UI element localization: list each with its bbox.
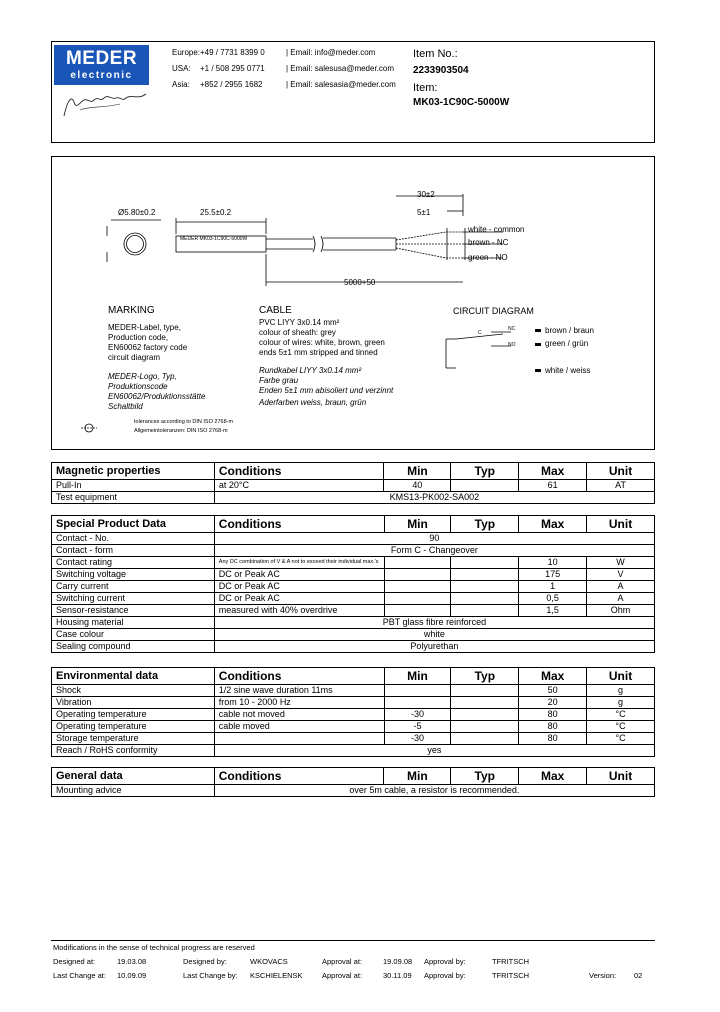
col-min: Min (384, 516, 451, 533)
row-max: 10 (519, 557, 587, 569)
section-title: General data (52, 768, 215, 785)
table-row (52, 733, 655, 745)
row-typ (451, 685, 519, 697)
row-value: white (214, 629, 654, 641)
last-change-value: 10.09.09 (117, 971, 147, 980)
row-name: Vibration (52, 697, 215, 709)
circuit-green: green / grün (545, 339, 589, 348)
row-name: Test equipment (52, 492, 215, 504)
table-row (52, 557, 655, 569)
table-row (52, 569, 655, 581)
table-row (52, 745, 655, 757)
row-name: Sealing compound (52, 641, 215, 653)
col-max: Max (519, 668, 587, 685)
row-min (384, 697, 451, 709)
wire-green-label: green - NO (468, 253, 508, 262)
dim-length: 25.5±0.2 (200, 208, 232, 217)
row-cond: cable moved (214, 721, 384, 733)
logo-line1: MEDER (65, 48, 138, 69)
row-min: -5 (384, 721, 451, 733)
row-name: Housing material (52, 617, 215, 629)
row-max: 80 (519, 721, 587, 733)
row-value: Polyurethan (214, 641, 654, 653)
row-typ (451, 593, 519, 605)
col-unit: Unit (587, 463, 655, 480)
col-unit: Unit (587, 668, 655, 685)
designed-at-value: 19.03.08 (117, 957, 147, 966)
row-unit: °C (587, 709, 655, 721)
version-value: 02 (634, 971, 643, 980)
row-name: Shock (52, 685, 215, 697)
contact-region-usa: USA: (172, 64, 191, 73)
row-max: 50 (519, 685, 587, 697)
row-cond: 1/2 sine wave duration 11ms (214, 685, 384, 697)
row-cond: cable not moved (214, 709, 384, 721)
row-cond: measured with 40% overdrive (214, 605, 384, 617)
table-row (52, 629, 655, 641)
col-min: Min (384, 463, 451, 480)
cable-line-de: Enden 5±1 mm abisoliert und verzinnt (259, 386, 394, 395)
row-typ (451, 605, 519, 617)
row-cond: Any DC combination of V & A not to exceed their individual max.'s (214, 557, 384, 569)
table-row (52, 721, 655, 733)
row-min: -30 (384, 733, 451, 745)
item-label: Item: (413, 82, 438, 94)
cable-line-de: Rundkabel LIYY 3x0.14 mm² (259, 366, 362, 375)
row-min (384, 685, 451, 697)
item-value: MK03-1C90C-5000W (413, 97, 510, 108)
row-cond (214, 733, 384, 745)
designed-by-label: Designed by: (183, 957, 227, 966)
col-min: Min (384, 668, 451, 685)
cable-line: colour of sheath: grey (259, 328, 336, 337)
dim-diameter: Ø5.80±0.2 (118, 208, 156, 217)
legend-white-swatch (535, 369, 541, 372)
row-max: 20 (519, 697, 587, 709)
dim-30: 30±2 (417, 190, 435, 199)
row-typ (451, 480, 519, 492)
item-no-label: Item No.: (413, 48, 458, 60)
marking-line: EN60062 factory code (108, 343, 188, 352)
dim-5000: 5000+50 (344, 278, 376, 287)
contact-email-asia[interactable]: | Email: salesasia@meder.com (286, 80, 396, 89)
item-no-value: 2233903504 (413, 65, 469, 76)
row-max: 61 (519, 480, 587, 492)
circuit-brown: brown / braun (545, 326, 594, 335)
last-change-by-value: KSCHIELENSK (250, 971, 303, 980)
marking-line-de: Schaltbild (108, 402, 143, 411)
row-value: 90 (214, 533, 654, 545)
last-approval-label: Approval at: (322, 971, 363, 980)
row-max: 80 (519, 733, 587, 745)
table-row (52, 709, 655, 721)
row-max: 1 (519, 581, 587, 593)
contact-phone-asia: +852 / 2955 1682 (200, 80, 263, 89)
tolerance-note: tolerances according to DIN ISO 2768-m (134, 419, 234, 425)
contact-phone-europe: +49 / 7731 8399 0 (200, 48, 265, 57)
row-name: Contact - No. (52, 533, 215, 545)
row-unit: Ohm (587, 605, 655, 617)
row-value: over 5m cable, a resistor is recommended. (214, 785, 654, 797)
row-cond: DC or Peak AC (214, 581, 384, 593)
row-min: 40 (384, 480, 451, 492)
row-value: KMS13-PK002-SA002 (214, 492, 654, 504)
row-name: Operating temperature (52, 721, 215, 733)
tolerance-note-de: Allgemeintoleranzen: DIN ISO 2768-m (134, 428, 228, 434)
last-change-by-label: Last Change by: (183, 971, 238, 980)
row-unit: A (587, 581, 655, 593)
row-max: 1,5 (519, 605, 587, 617)
row-name: Mounting advice (52, 785, 215, 797)
row-name: Switching voltage (52, 569, 215, 581)
row-cond: DC or Peak AC (214, 569, 384, 581)
table-row (52, 641, 655, 653)
approval-at-label: Approval at: (322, 957, 363, 966)
dim-5: 5±1 (417, 208, 431, 217)
logo-line2: electronic (70, 70, 133, 81)
section-title: Special Product Data (52, 516, 215, 533)
col-conditions: Conditions (214, 516, 384, 533)
col-unit: Unit (587, 768, 655, 785)
designed-by-value: WKOVACS (250, 957, 288, 966)
modifications-note: Modifications in the sense of technical progress are reserved (53, 943, 255, 952)
table-row (52, 480, 655, 492)
col-max: Max (519, 463, 587, 480)
table-row (52, 581, 655, 593)
section-title: Magnetic properties (52, 463, 215, 480)
row-typ (451, 569, 519, 581)
row-typ (451, 581, 519, 593)
circuit-no: NO (508, 342, 516, 348)
row-typ (451, 721, 519, 733)
table-row (52, 785, 655, 797)
row-typ (451, 709, 519, 721)
col-max: Max (519, 768, 587, 785)
row-min (384, 581, 451, 593)
row-unit: °C (587, 721, 655, 733)
row-typ (451, 733, 519, 745)
row-unit: W (587, 557, 655, 569)
circuit-nc: NC (508, 326, 516, 332)
row-name: Sensor-resistance (52, 605, 215, 617)
row-unit: °C (587, 733, 655, 745)
contact-region-europe: Europe: (172, 48, 201, 57)
wire-white-label: white - common (468, 225, 525, 234)
row-unit: g (587, 697, 655, 709)
col-typ: Typ (451, 668, 519, 685)
row-min (384, 569, 451, 581)
row-max: 0,5 (519, 593, 587, 605)
approval-at-value: 19.09.08 (383, 957, 413, 966)
row-value: yes (214, 745, 654, 757)
marking-line: circuit diagram (108, 353, 161, 362)
col-min: Min (384, 768, 451, 785)
magnetic-properties-table (51, 462, 655, 504)
circuit-c: C (478, 330, 482, 336)
row-name: Switching current (52, 593, 215, 605)
table-row (52, 617, 655, 629)
row-min (384, 605, 451, 617)
table-row (52, 533, 655, 545)
row-min: -30 (384, 709, 451, 721)
row-max: 175 (519, 569, 587, 581)
row-typ (451, 557, 519, 569)
row-name: Carry current (52, 581, 215, 593)
approval-by-value: TFRITSCH (492, 957, 530, 966)
row-min (384, 593, 451, 605)
row-value: PBT glass fibre reinforced (214, 617, 654, 629)
cable-line-de: Farbe grau (259, 376, 299, 385)
contact-phone-usa: +1 / 508 295 0771 (200, 64, 265, 73)
last-approval-by-value: TFRITSCH (492, 971, 530, 980)
legend-brown-swatch (535, 329, 541, 332)
cable-line-de: Aderfarben weiss, braun, grün (259, 398, 367, 407)
row-typ (451, 697, 519, 709)
marking-line-de: Produktionscode (108, 382, 168, 391)
col-unit: Unit (587, 516, 655, 533)
col-typ: Typ (451, 516, 519, 533)
row-unit: V (587, 569, 655, 581)
environmental-data-table (51, 667, 655, 757)
contact-region-asia: Asia: (172, 80, 190, 89)
marking-line-de: MEDER-Logo, Typ, (108, 372, 177, 381)
circuit-title: CIRCUIT DIAGRAM (453, 306, 534, 316)
cable-line: ends 5±1 mm stripped and tinned (259, 348, 378, 357)
row-max: 80 (519, 709, 587, 721)
row-name: Storage temperature (52, 733, 215, 745)
designed-at-label: Designed at: (53, 957, 96, 966)
row-name: Reach / RoHS conformity (52, 745, 215, 757)
cable-title: CABLE (259, 305, 292, 316)
meder-logo (54, 45, 149, 85)
col-conditions: Conditions (214, 668, 384, 685)
row-name: Pull-In (52, 480, 215, 492)
table-row (52, 593, 655, 605)
marking-line: MEDER-Label, type, (108, 323, 181, 332)
row-name: Contact - form (52, 545, 215, 557)
tagline-signature-icon (60, 88, 155, 122)
row-min (384, 557, 451, 569)
approval-by-label: Approval by: (424, 957, 466, 966)
marking-title: MARKING (108, 305, 155, 316)
section-title: Environmental data (52, 668, 215, 685)
last-change-label: Last Change at: (53, 971, 106, 980)
row-name: Operating temperature (52, 709, 215, 721)
sensor-end-view (124, 233, 146, 255)
row-name: Contact rating (52, 557, 215, 569)
contact-email-europe[interactable]: | Email: info@meder.com (286, 48, 376, 57)
col-typ: Typ (451, 463, 519, 480)
footer-divider (51, 940, 655, 941)
cable-line: PVC LIYY 3x0.14 mm² (259, 318, 340, 327)
marking-line: Production code, (108, 333, 169, 342)
table-row (52, 685, 655, 697)
row-cond: at 20°C (214, 480, 384, 492)
wire-brown-label: brown - NC (468, 238, 509, 247)
table-row (52, 605, 655, 617)
row-cond: DC or Peak AC (214, 593, 384, 605)
row-name: Case colour (52, 629, 215, 641)
circuit-white: white / weiss (545, 366, 591, 375)
col-typ: Typ (451, 768, 519, 785)
col-max: Max (519, 516, 587, 533)
row-unit: A (587, 593, 655, 605)
table-row (52, 545, 655, 557)
row-unit: AT (587, 480, 655, 492)
cable-line: colour of wires: white, brown, green (259, 338, 385, 347)
last-approval-by-label: Approval by: (424, 971, 466, 980)
col-conditions: Conditions (214, 463, 384, 480)
general-data-table (51, 767, 655, 797)
row-value: Form C - Changeover (214, 545, 654, 557)
col-conditions: Conditions (214, 768, 384, 785)
row-unit: g (587, 685, 655, 697)
table-row (52, 492, 655, 504)
last-approval-value: 30.11.09 (383, 971, 412, 980)
table-row (52, 697, 655, 709)
row-cond: from 10 - 2000 Hz (214, 697, 384, 709)
version-label: Version: (589, 971, 617, 980)
sensor-label: MEDER MK03-1C90C-5000W (180, 236, 248, 242)
special-product-data-table (51, 515, 655, 653)
legend-green-swatch (535, 343, 541, 346)
contact-email-usa[interactable]: | Email: salesusa@meder.com (286, 64, 395, 73)
marking-line-de: EN60062/Produktionsstätte (108, 392, 206, 401)
